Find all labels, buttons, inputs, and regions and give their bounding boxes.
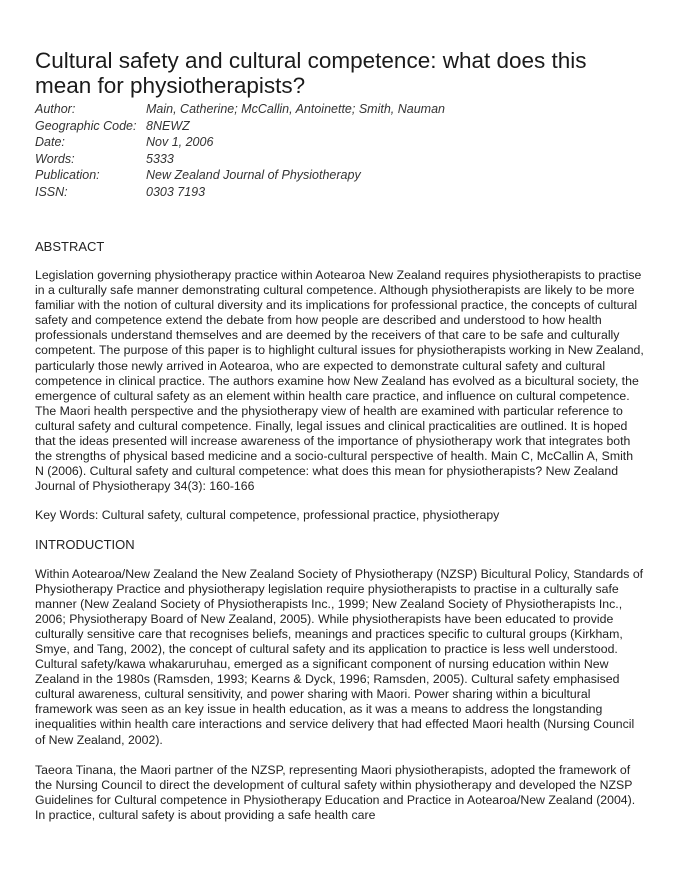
abstract-body: Legislation governing physiotherapy practice within Aotearoa New Zealand requires physiotherapists to practise in a culturally safe manner demonstrating cultural competence. Although physiotherapists are likely to be more familiar with the notion of cultural diversity and its implications for professional practice, the concepts of cultural safety and competence extend the debate from how people are described and understood to how health professionals understand themselves and are deemed by the receivers of that care to be safe and culturally competent. The purpose of this paper is to highlight cultural issues for physiotherapists working in New Zealand, particularly those newly arrived in Aotearoa, who are expected to demonstrate cultural safety and cultural competence in clinical practice. The authors examine how New Zealand has evolved as a bicultural society, the emergence of cultural safety as an element within health care practice, and influence on cultural competence. The Maori health perspective and the physiotherapy view of health are examined with particular reference to cultural safety and cultural competence. Finally, legal issues and clinical practicalities are outlined. It is hoped that the ideas presented will increase awareness of the importance of physiotherapy work that integrates both the strengths of physical based medicine and a socio-cultural perspective of health. Main C, McCallin A, Smith N (2006). Cultural safety and cultural competence: what does this mean for physiotherapists? New Zealand Journal of Physiotherapy 34(3): 160-166 [35,268,644,494]
metadata-label: Publication: [35,168,100,182]
metadata-label: Author: [35,102,76,116]
metadata-value-issn: 0303 7193 [146,184,206,199]
metadata-label: Geographic Code: [35,118,137,133]
article-title: Cultural safety and cultural competence: what does this mean for physiotherapists? [35,48,587,98]
keywords: Key Words: Cultural safety, cultural competence, professional practice, physiotherapy [35,508,500,523]
article [35,48,645,823]
introduction-paragraph-2: Taeora Tinana, the Maori partner of the NZSP, representing Maori physiotherapists, adopted the framework of the Nursing Council to direct the development of cultural safety within physiotherapy and developed the NZSP Guidelines for Cultural competence in Physiotherapy Education and Practice in Aotearoa/New Zealand (2004). In practice, cultural safety is about providing a safe health care [35,762,636,822]
metadata-label: ISSN: [35,184,68,199]
metadata-value-words: 5333 [146,151,174,166]
metadata-label: Words: [35,151,75,166]
metadata-label: Date: [35,135,65,149]
metadata-row-date [35,134,645,151]
metadata-table [35,101,645,200]
metadata-row-words [35,151,645,168]
metadata-row-publication [35,167,645,184]
introduction-heading: INTRODUCTION [35,536,135,552]
metadata-value-publication: New Zealand Journal of Physiotherapy [146,168,361,182]
introduction-paragraph-1: Within Aotearoa/New Zealand the New Zealand Society of Physiotherapy (NZSP) Bicultural Policy, Standards of Physiotherapy Practice and physiotherapy legislation require physiotherapists to practise in a culturally safe manner (New Zealand Society of Physiotherapists Inc., 1999; New Zealand Society of Physiotherapists Inc., 2006; Physiotherapy Board of New Zealand, 2005). While physiotherapists have been educated to provide culturally sensitive care that recognises beliefs, meanings and practices specific to cultural groups (Kirkham, Smye, and Tang, 2002), the concept of cultural safety and its application to practice is less well understood. Cultural safety/kawa whakaruruhau, emerged as a significant component of nursing education within New Zealand in the 1980s (Ramsden, 1993; Kearns & Dyck, 1996; Ramsden, 2005). Cultural safety emphasised cultural awareness, cultural sensitivity, and power sharing with Maori. Power sharing within a bicultural framework was seen as an key issue in health education, as it was a means to address the longstanding inequalities within health care interactions and service delivery that had effected Maori health (Nursing Council of New Zealand, 2002). [35,566,644,747]
metadata-value-date: Nov 1, 2006 [146,135,214,149]
abstract-heading: ABSTRACT [35,239,105,254]
metadata-row-geographic-code [35,118,645,135]
metadata-row-issn [35,184,645,201]
metadata-row-author [35,101,645,118]
metadata-value-geographic-code: 8NEWZ [146,118,190,133]
metadata-value-author: Main, Catherine; McCallin, Antoinette; Smith, Nauman [146,102,445,116]
